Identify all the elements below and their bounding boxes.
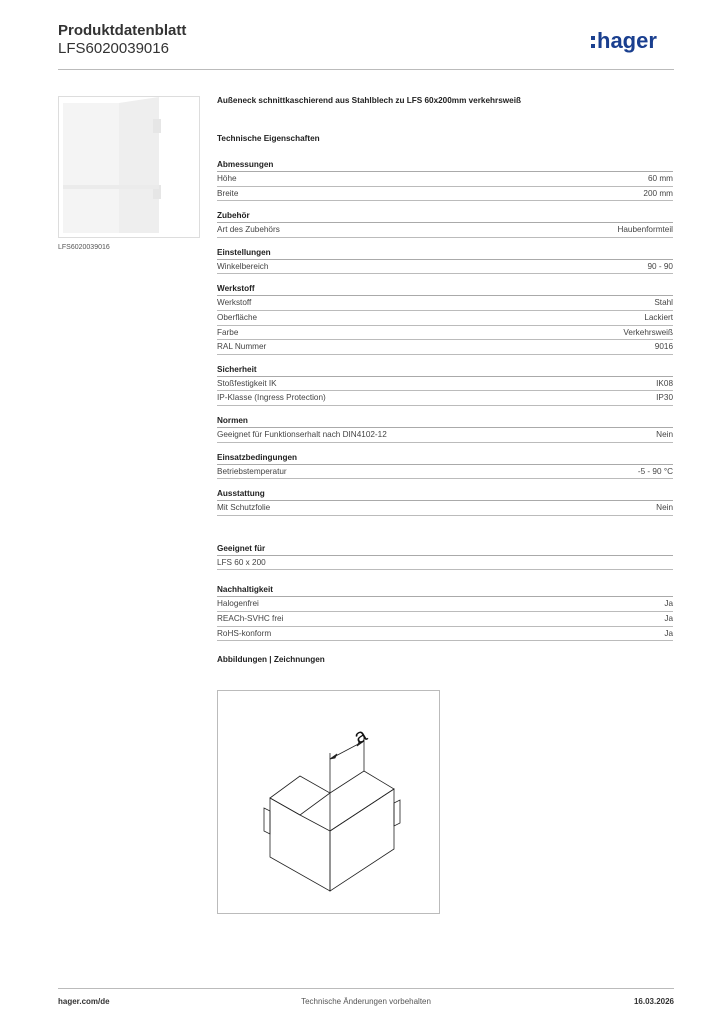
property-label: Stoßfestigkeit IK (217, 378, 277, 388)
property-value: Nein (656, 429, 673, 439)
property-label: RoHS-konform (217, 628, 272, 638)
group-heading: Ausstattung (217, 488, 673, 501)
sustainability-heading: Nachhaltigkeit (217, 584, 673, 597)
product-thumbnail (58, 96, 200, 238)
footer-website[interactable]: hager.com/de (58, 997, 110, 1006)
group-heading: Normen (217, 415, 673, 428)
property-label: Betriebstemperatur (217, 466, 287, 476)
logo-text: hager (597, 28, 657, 53)
property-row (217, 311, 673, 326)
property-label: Geeignet für Funktionserhalt nach DIN4102-12 (217, 429, 387, 439)
header-divider (58, 69, 674, 70)
property-row (217, 223, 673, 238)
technical-properties-heading: Technische Eigenschaften (217, 134, 320, 143)
corner-drawing (218, 691, 439, 913)
group-heading: Einsatzbedingungen (217, 452, 673, 465)
technical-drawing (217, 690, 440, 914)
property-row (217, 465, 673, 480)
property-row (217, 501, 673, 516)
group-heading: Werkstoff (217, 283, 673, 296)
property-group (217, 415, 673, 443)
property-group (217, 283, 673, 354)
property-row (217, 612, 673, 627)
property-row (217, 597, 673, 612)
property-row (217, 391, 673, 406)
document-title: Produktdatenblatt (58, 22, 187, 39)
property-row (217, 428, 673, 443)
property-label: Höhe (217, 174, 237, 183)
property-value: IK08 (656, 378, 673, 388)
property-value: Haubenformteil (617, 225, 673, 235)
product-image (59, 97, 199, 237)
spacer (217, 525, 673, 543)
group-heading: Sicherheit (217, 364, 673, 377)
property-value: 200 mm (643, 188, 673, 198)
property-value: 9016 (654, 342, 673, 352)
property-value: Ja (664, 628, 673, 638)
suitable-heading: Geeignet für (217, 543, 673, 556)
property-label: Oberfläche (217, 312, 258, 322)
property-label: IP-Klasse (Ingress Protection) (217, 393, 326, 403)
property-value: Verkehrsweiß (623, 327, 673, 337)
property-label: Mit Schutzfolie (217, 503, 271, 513)
property-value: 60 mm (647, 174, 673, 183)
property-group (217, 488, 673, 516)
group-sustainability (217, 584, 673, 641)
property-row (217, 627, 673, 642)
property-label: Winkelbereich (217, 261, 269, 271)
property-label: Halogenfrei (217, 599, 259, 609)
property-label: Werkstoff (217, 298, 252, 308)
property-value: Ja (664, 599, 673, 609)
property-value: Ja (664, 613, 673, 623)
property-label: Art des Zubehörs (217, 225, 280, 235)
property-label: RAL Nummer (217, 342, 267, 352)
property-value: -5 - 90 °C (637, 466, 673, 476)
product-number: LFS6020039016 (58, 40, 169, 57)
footer-divider (58, 988, 674, 989)
images-heading: Abbildungen | Zeichnungen (217, 655, 325, 665)
dimension-label: a (350, 724, 371, 749)
hager-logo (590, 26, 672, 56)
page-header (58, 22, 674, 68)
property-value: Nein (656, 503, 673, 513)
property-row (217, 377, 673, 392)
footer-disclaimer: Technische Änderungen vorbehalten (301, 997, 431, 1006)
property-group (217, 210, 673, 238)
property-label: Farbe (217, 327, 239, 337)
property-row (217, 260, 673, 275)
group-suitable (217, 543, 673, 571)
product-content (217, 96, 673, 667)
property-group (217, 159, 673, 201)
property-row (217, 556, 673, 571)
property-row (217, 296, 673, 311)
property-row (217, 326, 673, 341)
property-group (217, 364, 673, 406)
property-label: Breite (217, 188, 239, 198)
group-heading: Einstellungen (217, 247, 673, 260)
property-value: Stahl (654, 298, 673, 308)
property-group (217, 247, 673, 275)
property-value: Lackiert (644, 312, 673, 322)
property-label: REACh-SVHC frei (217, 613, 284, 623)
property-row (217, 187, 673, 202)
property-value: 90 - 90 (647, 261, 673, 271)
group-heading: Abmessungen (217, 159, 673, 172)
property-value: IP30 (656, 393, 673, 403)
property-label: LFS 60 x 200 (217, 557, 266, 567)
thumbnail-caption: LFS6020039016 (58, 244, 110, 251)
property-row (217, 172, 673, 187)
group-heading: Zubehör (217, 210, 673, 223)
footer-date: 16.03.2026 (633, 997, 674, 1006)
property-row (217, 340, 673, 355)
product-description: Außeneck schnittkaschierend aus Stahlblech zu LFS 60x200mm verkehrsweiß (217, 96, 521, 105)
property-group (217, 452, 673, 480)
property-groups (217, 159, 673, 516)
